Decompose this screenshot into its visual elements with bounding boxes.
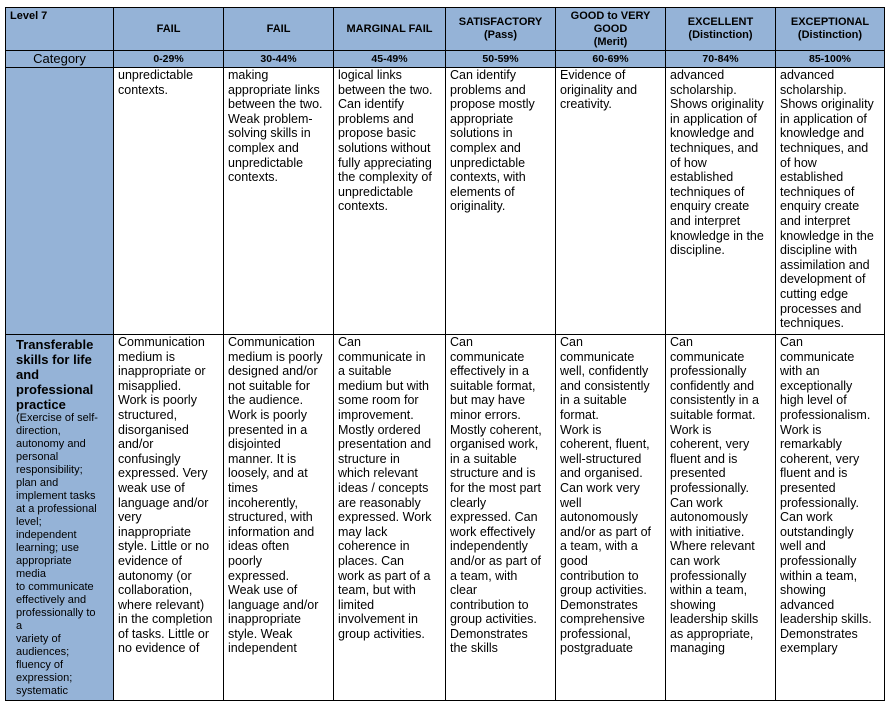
criteria-cell: advanced scholarship. Shows originality in application of knowledge and techniques, and of how established techniques of enquiry create and interpret knowledge in the discipline. <box>666 68 776 335</box>
category-cell <box>6 335 114 701</box>
table-row <box>6 68 885 335</box>
grade-header: FAIL <box>224 8 334 51</box>
grade-range: 70-84% <box>666 51 776 68</box>
header-row <box>6 8 885 51</box>
grade-range: 60-69% <box>556 51 666 68</box>
criteria-cell: making appropriate links between the two. Weak problem- solving skills in complex and unpredictable contexts. <box>224 68 334 335</box>
criteria-cell: Can communicate with an exceptionally high level of professionalism. Work is remarkably coherent, very fluent and is presented professionally. Can work outstandingly well and professionally within a team, showing advanced leadership skills. Demonstrates exemplary <box>776 335 885 701</box>
criteria-cell: Can communicate professionally confidently and consistently in a suitable format. Work is coherent, very fluent and is presented professionally. Can work autonomously with initiative. Where relevant can work professionally within a team, showing leadership skills as appropriate, managing <box>666 335 776 701</box>
category-row <box>6 51 885 68</box>
category-label: Category <box>6 51 114 68</box>
criteria-cell: unpredictable contexts. <box>114 68 224 335</box>
grade-range: 45-49% <box>334 51 446 68</box>
grade-range: 50-59% <box>446 51 556 68</box>
grade-header: SATISFACTORY (Pass) <box>446 8 556 51</box>
criteria-cell: Communication medium is inappropriate or misapplied. Work is poorly structured, disorganised and/or confusingly expressed. Very weak use of language and/or very inappropriate style. Little or no evidence of autonomy (or collaboration, where relevant) in the completion of tasks. Little or no evidence of <box>114 335 224 701</box>
criteria-cell: Can communicate well, confidently and consistently in a suitable format. Work is coherent, fluent, well-structured and organised. Can work very well autonomously and/or as part of a team, with a good contribution to group activities. Demonstrates comprehensive professional, postgraduate <box>556 335 666 701</box>
level-label: Level 7 <box>6 8 114 51</box>
grade-header: EXCEPTIONAL (Distinction) <box>776 8 885 51</box>
criteria-cell: Can communicate effectively in a suitable format, but may have minor errors. Mostly coherent, organised work, in a suitable structure and is for the most part clearly expressed. Can work effectively independently and/or as part of a team, with clear contribution to group activities. Demonstrates the skills <box>446 335 556 701</box>
grade-range: 30-44% <box>224 51 334 68</box>
grade-header: GOOD to VERY GOOD (Merit) <box>556 8 666 51</box>
table-row <box>6 335 885 701</box>
category-cell <box>6 68 114 335</box>
grade-header: FAIL <box>114 8 224 51</box>
criteria-cell: advanced scholarship. Shows originality in application of knowledge and techniques, and of how established techniques of enquiry create and interpret knowledge in the discipline with assimilation and development of cutting edge processes and techniques. <box>776 68 885 335</box>
criteria-cell: logical links between the two. Can identify problems and propose basic solutions without fully appreciating the complexity of unpredictable contexts. <box>334 68 446 335</box>
category-description: (Exercise of self- direction, autonomy and personal responsibility; plan and implement tasks at a professional level; independent learning; use appropriate media to communicate effectively and professionally to a variety of audiences; fluency of expression; systematic <box>16 412 98 697</box>
grade-header: MARGINAL FAIL <box>334 8 446 51</box>
grade-range: 0-29% <box>114 51 224 68</box>
criteria-cell: Can communicate in a suitable medium but with some room for improvement. Mostly ordered presentation and structure in which relevant ideas / concepts are reasonably expressed. Work may lack coherence in places. Can work as part of a team, but with limited involvement in group activities. <box>334 335 446 701</box>
criteria-cell: Communication medium is poorly designed and/or not suitable for the audience. Work is poorly presented in a disjointed manner. It is loosely, and at times incoherently, structured, with information and ideas often poorly expressed. Weak use of language and/or inappropriate style. Weak independent <box>224 335 334 701</box>
category-title: Transferable skills for life and professional practice <box>16 337 94 412</box>
criteria-cell: Evidence of originality and creativity. <box>556 68 666 335</box>
marking-rubric-table <box>5 7 885 701</box>
grade-header: EXCELLENT (Distinction) <box>666 8 776 51</box>
grade-range: 85-100% <box>776 51 885 68</box>
criteria-cell: Can identify problems and propose mostly appropriate solutions in complex and unpredictable contexts, with elements of originality. <box>446 68 556 335</box>
